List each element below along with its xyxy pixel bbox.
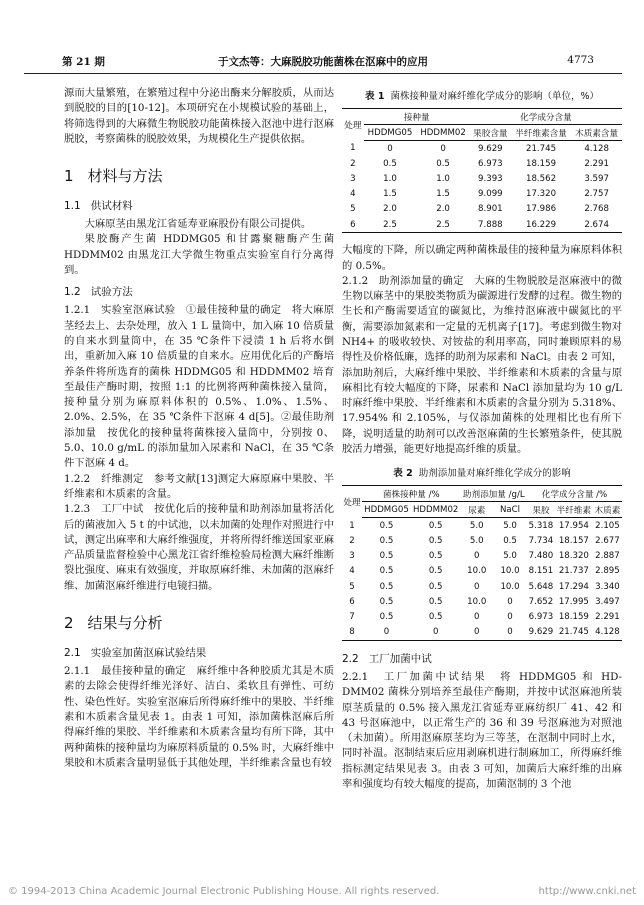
subsection-2-1-heading: 2.1 实验室加菌沤麻试验结果 <box>64 647 207 660</box>
table-cell: 0 <box>440 143 446 154</box>
table-cell: 0.5 <box>383 158 397 169</box>
table-cell: 17.320 <box>526 189 557 200</box>
table-cell: 0 <box>474 581 480 592</box>
table-row <box>342 217 622 233</box>
table-cell: 4 <box>350 189 356 200</box>
table-row <box>342 141 622 157</box>
table-cell: 0.5 <box>428 612 443 623</box>
table-cell: 21.745 <box>555 625 593 641</box>
table-cell: 17.294 <box>558 581 589 592</box>
table-2-header-inoculum: 菌株接种量 /% <box>362 486 460 502</box>
table-cell: 9.629 <box>527 625 555 641</box>
table-cell: 3.597 <box>584 173 609 184</box>
table-cell: 0.5 <box>379 581 394 592</box>
table-cell: 0.5 <box>428 566 443 577</box>
table-cell: 5.318 <box>528 520 554 531</box>
table-row <box>342 594 622 609</box>
table-row <box>342 187 622 202</box>
table-cell: 0.5 <box>379 536 394 547</box>
table-cell: 2.674 <box>571 217 622 233</box>
table-cell: 8 <box>342 625 362 641</box>
page-header <box>24 44 622 74</box>
subsection-2-2-heading: 2.2 工厂加菌中试 <box>342 653 432 665</box>
page-footer <box>0 882 644 905</box>
table-2-col: HDDMG05 <box>362 502 411 518</box>
table-cell: 18.157 <box>558 536 589 547</box>
table-cell: 2.0 <box>436 204 450 215</box>
table-cell: 17.995 <box>558 596 589 607</box>
table-cell: 9.393 <box>478 173 503 184</box>
table-cell: 7 <box>349 612 355 623</box>
table-cell: 2.5 <box>364 217 417 233</box>
table-cell: 8.901 <box>478 204 503 215</box>
copyright-notice: © 1994-2013 China Academic Journal Electronic Publishing House. All rights reserved. <box>8 886 440 897</box>
table-cell: 2.895 <box>595 566 620 577</box>
table-1-body <box>342 141 622 233</box>
table-cell: 2.768 <box>584 204 609 215</box>
right-column <box>342 86 622 792</box>
table-cell: 5.0 <box>503 520 517 531</box>
table-cell: 17.986 <box>526 204 557 215</box>
table-cell: 0.5 <box>379 566 394 577</box>
table-cell: 0.5 <box>428 520 443 531</box>
page-number: 4773 <box>567 54 594 66</box>
method-1-2-2-paragraph: 1.2.2 纤维测定 参考文献[13]测定大麻原麻中果胶、半纤维素和木质素的含量。 <box>64 472 334 500</box>
table-cell: 0 <box>460 625 493 641</box>
method-1-2-1-paragraph: 1.2.1 实验室沤麻试验 ①最佳接种量的确定 将大麻原茎经去上、去杂处理，放入 1 L 量筒中，加入麻 10 倍质量的自来水到量筒中，在 35 ℃条件下浸渍 1 h 后将水倒出，重新加入麻 10 倍质量的自来水。应用优化后的产酶培养条件将所选育的菌株 HDDMG05 和 HDDMM02 培育至最佳产酶时期，按照 1:1 的比例将两种菌株接入量筒，接种量分别为麻原料体积的 0.5%、1.0%、1.5%、2.0%、2.5%，在 35 ℃条件下沤麻 4 d[5]。②最佳助剂添加量 按优化的接种量将菌株接入量筒中，分别按 0、5.0、10.0 g/mL 的添加量加入尿素和 NaCl，在 35 ℃条件下沤麻 4 d。 <box>64 304 334 470</box>
materials-paragraph-1: 大麻原茎由黑龙江省延寿亚麻股份有限公司提供。 <box>84 218 312 231</box>
table-cell: 2.5 <box>416 217 470 233</box>
table-2-header-composition: 化学成分含量 /% <box>527 486 622 502</box>
table-cell: 2.291 <box>584 158 609 169</box>
table-row <box>342 549 622 564</box>
table-2-header-additive: 助剂添加量 /g/L <box>460 486 527 502</box>
section-2-heading: 2 结果与分析 <box>64 614 163 633</box>
table-cell: 5 <box>350 204 356 215</box>
table-cell: 5.0 <box>503 551 517 562</box>
table-cell: 6 <box>349 596 355 607</box>
table-cell: 3 <box>349 551 355 562</box>
table-cell: 0.5 <box>428 596 443 607</box>
subsection-1-2-heading: 1.2 试验方法 <box>64 286 133 299</box>
table-cell: 1 <box>349 520 355 531</box>
table-cell: 18.562 <box>526 173 557 184</box>
table-cell: 5.0 <box>469 520 484 531</box>
table-cell: 16.229 <box>511 217 571 233</box>
table-cell: 1 <box>350 143 356 154</box>
table-cell: 0.5 <box>436 158 450 169</box>
table-cell: 0.5 <box>379 612 394 623</box>
table-row <box>342 518 622 534</box>
table-row <box>342 579 622 594</box>
table-row <box>342 171 622 186</box>
table-cell: 10.0 <box>467 566 487 577</box>
table-1-header-composition: 化学成分含量 <box>470 109 622 125</box>
table-cell: 18.320 <box>558 551 589 562</box>
table-cell: 2.105 <box>595 520 620 531</box>
table-cell: 0 <box>474 612 480 623</box>
table-1-col: 半纤维素含量 <box>511 125 571 141</box>
table-cell: 0.5 <box>379 596 394 607</box>
table-row <box>342 610 622 625</box>
table-cell: 2 <box>350 158 356 169</box>
table-cell: 8.151 <box>528 566 554 577</box>
running-title: 于文杰等：大麻脱胶功能菌株在沤麻中的应用 <box>218 56 428 68</box>
table-cell: 0 <box>474 551 480 562</box>
table-cell: 1.5 <box>383 189 397 200</box>
table-cell: 2 <box>349 536 355 547</box>
result-2-2-1-paragraph: 2.2.1 工厂加菌中试结果 将 HDDMG05 和 HD-DMM02 菌株分别培养至最佳产酶期，并按中试沤麻池所装原茎质量的 0.5% 接入黑龙江省延寿亚麻纺织厂 41、42 和 43 号沤麻池中，以正常生产的 36 和 39 号沤麻池为对照池（未加菌）。所用沤麻原茎均为三等茎，在沤制中同时上水，同时补温。沤制结束后应用剥麻机进行制麻加工，所得麻纤维指标测定结果见表 3。由表 3 可知，加菌后大麻纤维的出麻率和强度均有较大幅度的提高，加菌沤制的 3 个池 <box>342 671 622 791</box>
table-cell: 7.734 <box>528 536 554 547</box>
table-2-body <box>342 518 622 641</box>
issue-number: 第 21 期 <box>62 56 105 68</box>
table-row <box>342 156 622 171</box>
method-1-2-3-paragraph: 1.2.3 工厂中试 按优化后的接种量和助剂添加量将活化后的菌液加入 5 t 的中试池，以未加菌的处理作对照进行中试，测定出麻率和大麻纤维强度，并将所得纤维送国家亚麻产品质量监督检验中心黑龙江省纤维检验局检测大麻纤维断裂比强度、麻束有效强度，并取原麻纤维、未加菌的沤麻纤维、加菌沤麻纤维进行电镜扫描。 <box>64 503 334 592</box>
table-cell: 5.0 <box>469 536 484 547</box>
table-cell: 2.757 <box>584 189 609 200</box>
table-2-header-process: 处理 <box>342 486 362 518</box>
table-cell: 0 <box>493 625 527 641</box>
table-cell: 0.5 <box>428 581 443 592</box>
table-cell: 1.0 <box>383 173 397 184</box>
table-cell: 0.5 <box>503 536 517 547</box>
table-row <box>342 564 622 579</box>
table-cell: 3.340 <box>595 581 620 592</box>
table-cell: 7.480 <box>528 551 554 562</box>
table-cell: 4 <box>349 566 355 577</box>
table-cell: 1.0 <box>436 173 450 184</box>
table-row <box>342 202 622 217</box>
table-cell: 2.677 <box>595 536 620 547</box>
table-2-col: 木质素 <box>593 502 622 518</box>
table-cell: 1.5 <box>436 189 450 200</box>
table-cell: 10.0 <box>500 566 520 577</box>
table-1-col: 木质素含量 <box>571 125 622 141</box>
result-continuation-paragraph: 大幅度的下降，所以确定两种菌株最佳的接种量为麻原料体积的 0.5%。 <box>342 244 622 272</box>
table-cell: 0 <box>507 612 513 623</box>
table-cell: 7.652 <box>528 596 554 607</box>
table-cell: 0.5 <box>379 551 394 562</box>
table-cell: 6.973 <box>478 158 503 169</box>
table-cell: 9.629 <box>478 143 503 154</box>
table-cell: 7.888 <box>470 217 511 233</box>
table-2-col: NaCl <box>493 502 527 518</box>
table-cell: 9.099 <box>478 189 503 200</box>
table-cell: 0 <box>387 143 393 154</box>
table-cell: 10.0 <box>500 581 520 592</box>
result-2-1-1-paragraph: 2.1.1 最佳接种量的确定 麻纤维中各种胶质尤其是木质素的去除会使得纤维光泽好、洁白、柔软且有弹性、可纺性、染色性好。实验室沤麻后所得麻纤维中的果胶、半纤维素和木质素含量见表 1。由表 1 可知，添加菌株沤麻后所得麻纤维的果胶、半纤维素和木质素含量均有所下降，其中两种菌株的接种量均为麻原料质量的 0.5% 时，大麻纤维中果胶和木质素含量明显低于其他处理，半纤维素含量也有较 <box>64 665 334 769</box>
table-cell: 2.0 <box>383 204 397 215</box>
table-1-header-process: 处理 <box>342 109 364 141</box>
table-cell: 0.5 <box>428 551 443 562</box>
table-1-col: HDDMM02 <box>416 125 470 141</box>
table-cell: 3.497 <box>595 596 620 607</box>
table-row <box>342 534 622 549</box>
table-cell: 10.0 <box>467 596 487 607</box>
subsection-1-1-heading: 1.1 供试材料 <box>64 200 133 213</box>
table-cell: 18.159 <box>526 158 557 169</box>
table-2-col: 果胶 <box>527 502 555 518</box>
section-1-heading: 1 材料与方法 <box>64 167 163 186</box>
footer-url: http://www.cnki.net <box>538 886 636 897</box>
table-cell: 4.128 <box>593 625 622 641</box>
table-cell: 6 <box>342 217 364 233</box>
table-2-col: 尿素 <box>460 502 493 518</box>
table-cell: 5.648 <box>528 581 554 592</box>
table-row <box>342 625 622 641</box>
table-2-caption: 表 2 助剂添加量对麻纤维化学成分的影响 <box>393 468 571 480</box>
table-cell: 21.745 <box>526 143 557 154</box>
result-2-1-2-paragraph: 2.1.2 助剂添加量的确定 大麻的生物脱胶是沤麻液中的微生物以麻茎中的果胶类物质为碳源进行发酵的过程。微生物的生长和产酶需要适宜的碳氮比，为维持沤麻液中碳氮比的平衡，需要添加氮素和一定量的无机离子[17]。考虑到微生物对 NH4+ 的吸收较快、对铵盐的利用率高，同时兼顾原料的易得性及价格低廉，选择的助剂为尿素和 NaCl。由表 2 可知，添加助剂后，大麻纤维中果胶、半纤维素和木质素的含量与原麻相比有较大幅度的下降，尿素和 NaCl 添加量均为 10 g/L 时麻纤维中果胶、半纤维素和木质素的含量分别为 5.318%、17.954% 和 2.105%，与仅添加菌株的处理相比也有所下降，说明适量的助剂可以改善沤麻菌的生长繁殖条件，使其脱胶活力增强，能更好地提高纤维的质量。 <box>342 274 622 456</box>
table-1 <box>342 108 622 233</box>
table-2-col: 半纤维素 <box>555 502 593 518</box>
table-cell: 5 <box>349 581 355 592</box>
table-cell: 0 <box>411 625 461 641</box>
table-1-col: 果胶含量 <box>470 125 511 141</box>
materials-paragraph-2: 果胶酶产生菌 HDDMG05 和甘露聚糖酶产生菌 HDDMM02 由黑龙江大学微生物重点实验室自行分离得到。 <box>64 233 334 277</box>
table-2 <box>342 485 622 641</box>
table-cell: 6.973 <box>528 612 554 623</box>
table-cell: 4.128 <box>584 143 609 154</box>
table-cell: 0.5 <box>428 536 443 547</box>
table-cell: 0.5 <box>379 520 394 531</box>
table-cell: 3 <box>350 173 356 184</box>
table-1-header-inoculum: 接种量 <box>364 109 470 125</box>
table-cell: 0 <box>507 596 513 607</box>
table-1-col: HDDMG05 <box>364 125 417 141</box>
table-cell: 2.291 <box>595 612 620 623</box>
table-cell: 17.954 <box>558 520 589 531</box>
left-column <box>64 86 334 771</box>
table-2-col: HDDMM02 <box>411 502 461 518</box>
table-1-caption: 表 1 菌株接种量对麻纤维化学成分的影响（单位，%） <box>365 91 599 102</box>
table-cell: 21.737 <box>558 566 589 577</box>
table-cell: 2.887 <box>595 551 620 562</box>
table-cell: 18.159 <box>558 612 589 623</box>
intro-paragraph: 源而大量繁殖，在繁殖过程中分泌出酶来分解胶质，从而达到脱胶的目的[10-12]。本项研究在小规模试验的基础上，将筛选得到的大麻微生物脱胶功能菌株接入沤池中进行沤麻脱胶，考察菌株的脱胶效果，为规模化生产提供依据。 <box>64 87 334 145</box>
table-cell: 0 <box>362 625 411 641</box>
